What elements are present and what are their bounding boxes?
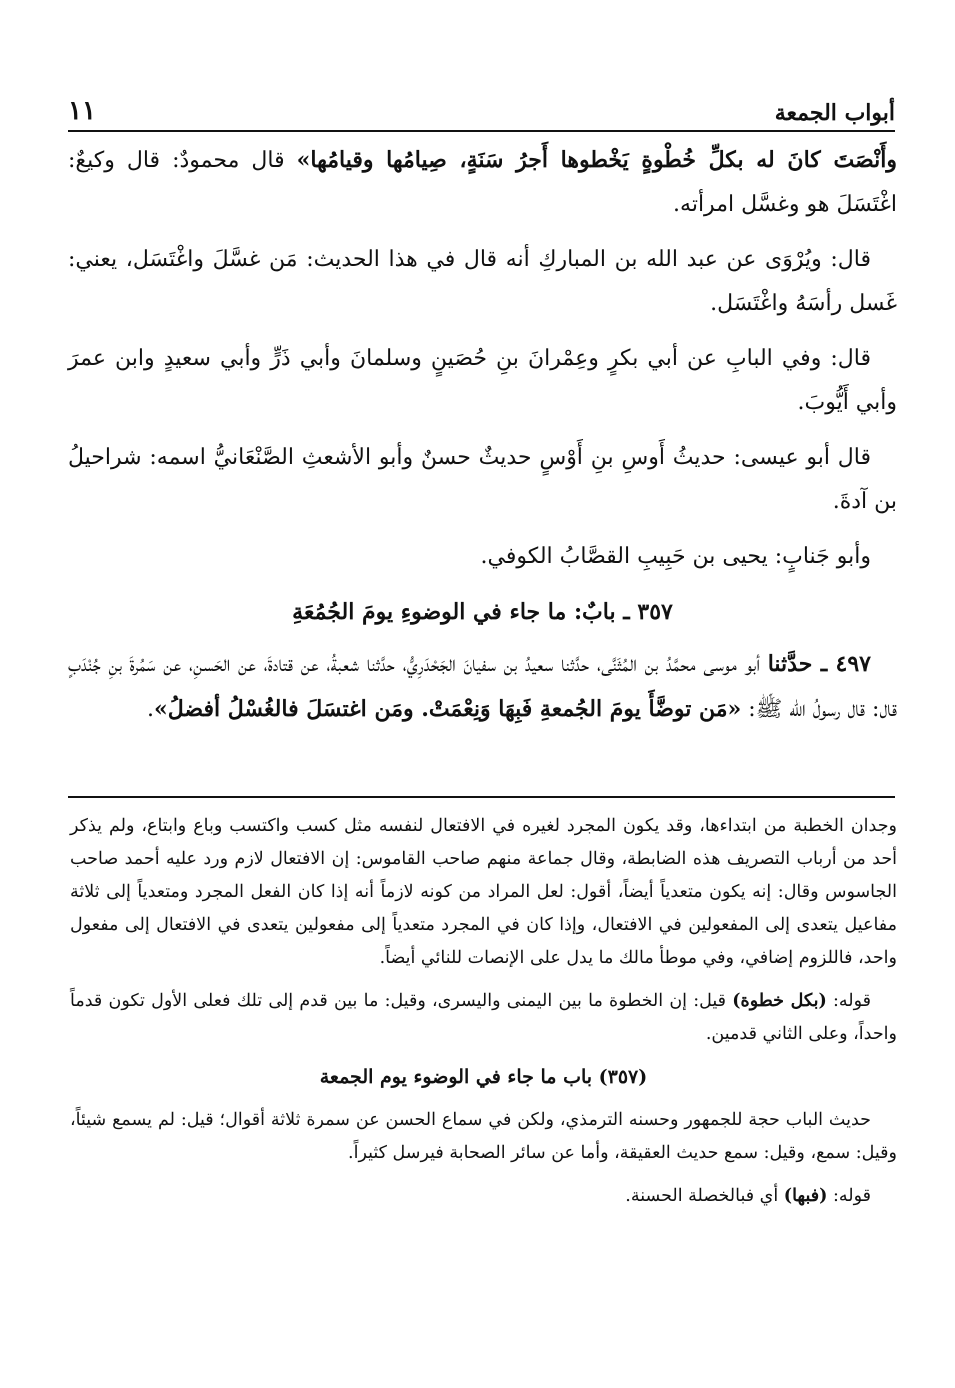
- page-number: ١١: [68, 96, 96, 126]
- chapter-heading: ٣٥٧ ـ بابٌ: ما جاء في الوضوءِ يومَ الجُمُعَةِ: [292, 599, 673, 625]
- hadith-quote: «مَن توضَّأَ يومَ الجُمعةِ فَبِهَا وَنِعْمَتْ. ومَن اغتسَلَ فالغُسْلُ أفضلُ»: [153, 696, 742, 722]
- hadith-quote-bold: وأَنْصَتَ كانَ له بكلِّ خُطْوةٍ يَخْطوها أَجرُ سَنَةٍ، صِيامُها وقيامُها»: [296, 147, 897, 173]
- note-keyword: (بكل خطوة): [732, 991, 827, 1011]
- note-paragraph-4: [70, 1180, 897, 1213]
- note-prefix: قوله:: [827, 1186, 871, 1206]
- header-divider: [68, 130, 895, 132]
- main-text: [68, 138, 897, 743]
- running-title: أبواب الجمعة: [774, 100, 895, 126]
- note-prefix: قوله:: [826, 991, 871, 1011]
- notes-divider: [68, 796, 895, 798]
- note-keyword: (فبها): [783, 1186, 828, 1206]
- main-paragraph-1: [68, 138, 897, 227]
- note-paragraph-2: [70, 985, 897, 1051]
- main-paragraph-5: وأبو جَنابٍ: يحيى بن حَبِيبِ القصَّابُ الكوفي.: [480, 544, 871, 569]
- note-text: قيل: إن الخطوة ما بين اليمنى واليسرى، وقيل: ما بين قدم إلى تلك فعلى الأول تكون قدماً واحداً، وعلى الثاني قدمين.: [70, 991, 897, 1044]
- hadith-chain: أبو موسى محمَّدُ بن المُثَنَّى، حدَّثنا سعيدُ بن سفيانَ الجَحْدَرِيُّ، حدَّثنا شعبةُ، عن قتادةَ، عن الحَسنِ، عن سَمُرةَ بنِ جُنْدَبٍ قال: قال رسولُ الله ﷺ:: [68, 652, 897, 722]
- paragraph-text: قال محمودٌ: قال وكيعٌ: اغْتَسَلَ هو وغسَّل امرأته.: [68, 148, 897, 217]
- main-paragraph-2: قال: ويُرْوَى عن عبد الله بن المباركِ أنه قال في هذا الحديث: مَن غسَّلَ واغْتَسَل، يعني: غَسل رأسَهُ واغْتَسَل.: [68, 247, 897, 316]
- note-paragraph-3: حديث الباب حجة للجمهور وحسنه الترمذي، ولكن في سماع الحسن عن سمرة ثلاثة أقوال؛ قيل: لم يسمع شيئاً، وقيل: سمع، وقيل: سمع حديث العقيقة، وأما عن سائر الصحابة فيرسل كثيراً.: [70, 1110, 897, 1163]
- hadith-paragraph: [68, 642, 897, 732]
- main-paragraph-3: قال: وفي البابِ عن أبي بكرٍ وعِمْرانَ بنِ حُصَينٍ وسلمانَ وأبي ذَرٍّ وأبي سعيدٍ وابن عمرَ وأبي أَيُّوبَ.: [68, 346, 897, 415]
- main-paragraph-4: قال أبو عيسى: حديثُ أَوسِ بنِ أَوْسٍ حديثٌ حسنٌ وأبو الأشعثِ الصَّنْعَانيُّ اسمه: شراحيلُ بن آدةَ.: [68, 445, 897, 514]
- commentary-notes: [70, 810, 897, 1223]
- page-header: [68, 82, 895, 126]
- note-text: أي فبالخصلة الحسنة.: [625, 1186, 784, 1206]
- note-paragraph-1: وجدان الخطبة من ابتداءها، وقد يكون المجرد لغيره في الافتعال لنفسه مثل كسب واكتسب وباع وابتاع، ولم يذكر أحد من أرباب التصريف هذه الضابطة، وقال جماعة منهم صاحب القاموس: إن الافتعال لازم ورد عليه أحمد صاحب الجاسوس وقال: إنه يكون متعدياً أيضاً، أقول: لعل المراد من كونه لازماً أنه إذا كان الفعل المجرد ومتعدياً إلى ثلاثة مفاعيل يتعدى إلى المفعولين في الافتعال، وإذا كان في المجرد متعدياً إلى مفعولين يتعدى في الافتعال إلى مفعول واحد، فاللزوم إضافي، وفي موطأ مالك ما يدل على الإنصات للنائي أيضاً.: [70, 816, 897, 968]
- notes-chapter-heading: (٣٥٧) باب ما جاء في الوضوء يوم الجمعة: [319, 1066, 648, 1088]
- hadith-number: ٤٩٧ ـ حدَّثنا: [767, 651, 871, 677]
- hadith-end: .: [146, 697, 154, 722]
